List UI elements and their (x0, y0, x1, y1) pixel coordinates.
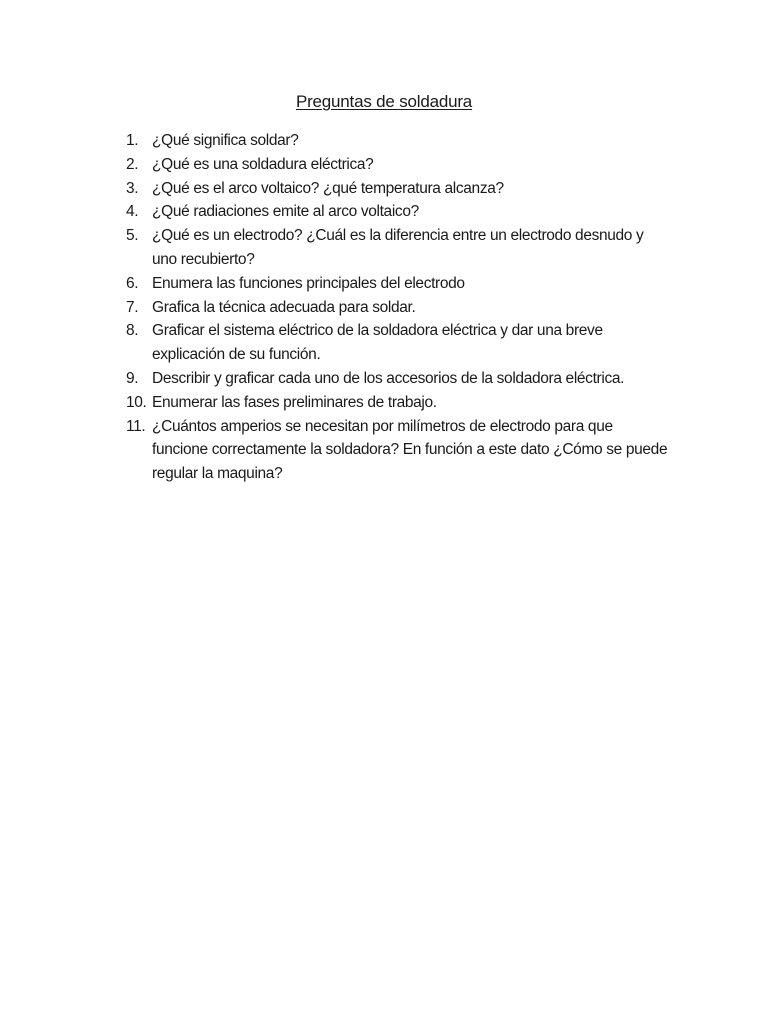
question-text: ¿Qué significa soldar? (152, 132, 299, 149)
question-text: ¿Qué es un electrodo? ¿Cuál es la diferencia entre un electrodo desnudo y uno recubierto? (152, 227, 644, 268)
question-number: 5. (126, 227, 139, 245)
question-item-3 (126, 177, 671, 201)
question-text: Enumera las funciones principales del electrodo (152, 274, 465, 292)
question-text: Grafica la técnica adecuada para soldar. (152, 298, 416, 316)
question-list (126, 129, 671, 486)
question-text: ¿Cuántos amperios se necesitan por milímetros de electrodo para que funcione correctamente la soldadora? En función a este dato ¿Cómo se puede regular la maquina? (152, 417, 668, 483)
question-item-7 (126, 296, 671, 320)
question-number: 11. (126, 417, 146, 435)
question-number: 6. (126, 274, 139, 292)
question-item-2 (126, 153, 671, 177)
question-text: ¿Qué radiaciones emite al arco voltaico? (152, 203, 419, 221)
question-item-4 (126, 200, 671, 224)
question-item-9 (126, 367, 671, 391)
question-text: Enumerar las fases preliminares de trabajo. (152, 393, 437, 411)
question-number: 9. (126, 369, 139, 387)
question-item-5 (126, 224, 671, 272)
question-item-8 (126, 319, 671, 367)
question-number: 8. (126, 322, 139, 340)
question-item-10 (126, 391, 671, 415)
question-item-11 (126, 415, 671, 486)
question-number: 10. (126, 393, 147, 411)
question-number: 4. (126, 203, 139, 221)
question-item-1 (126, 129, 671, 153)
question-text: Describir y graficar cada uno de los accesorios de la soldadora eléctrica. (152, 369, 625, 387)
question-number: 7. (126, 298, 139, 316)
question-text: ¿Qué es el arco voltaico? ¿qué temperatura alcanza? (152, 179, 504, 197)
question-number: 3. (126, 179, 139, 197)
question-item-6 (126, 272, 671, 296)
question-number: 2. (126, 155, 139, 173)
question-text: Graficar el sistema eléctrico de la soldadora eléctrica y dar una breve explicación de su función. (152, 322, 603, 364)
question-text: ¿Qué es una soldadura eléctrica? (152, 155, 374, 173)
question-number: 1. (126, 132, 139, 149)
document-title: Preguntas de soldadura (295, 92, 473, 111)
